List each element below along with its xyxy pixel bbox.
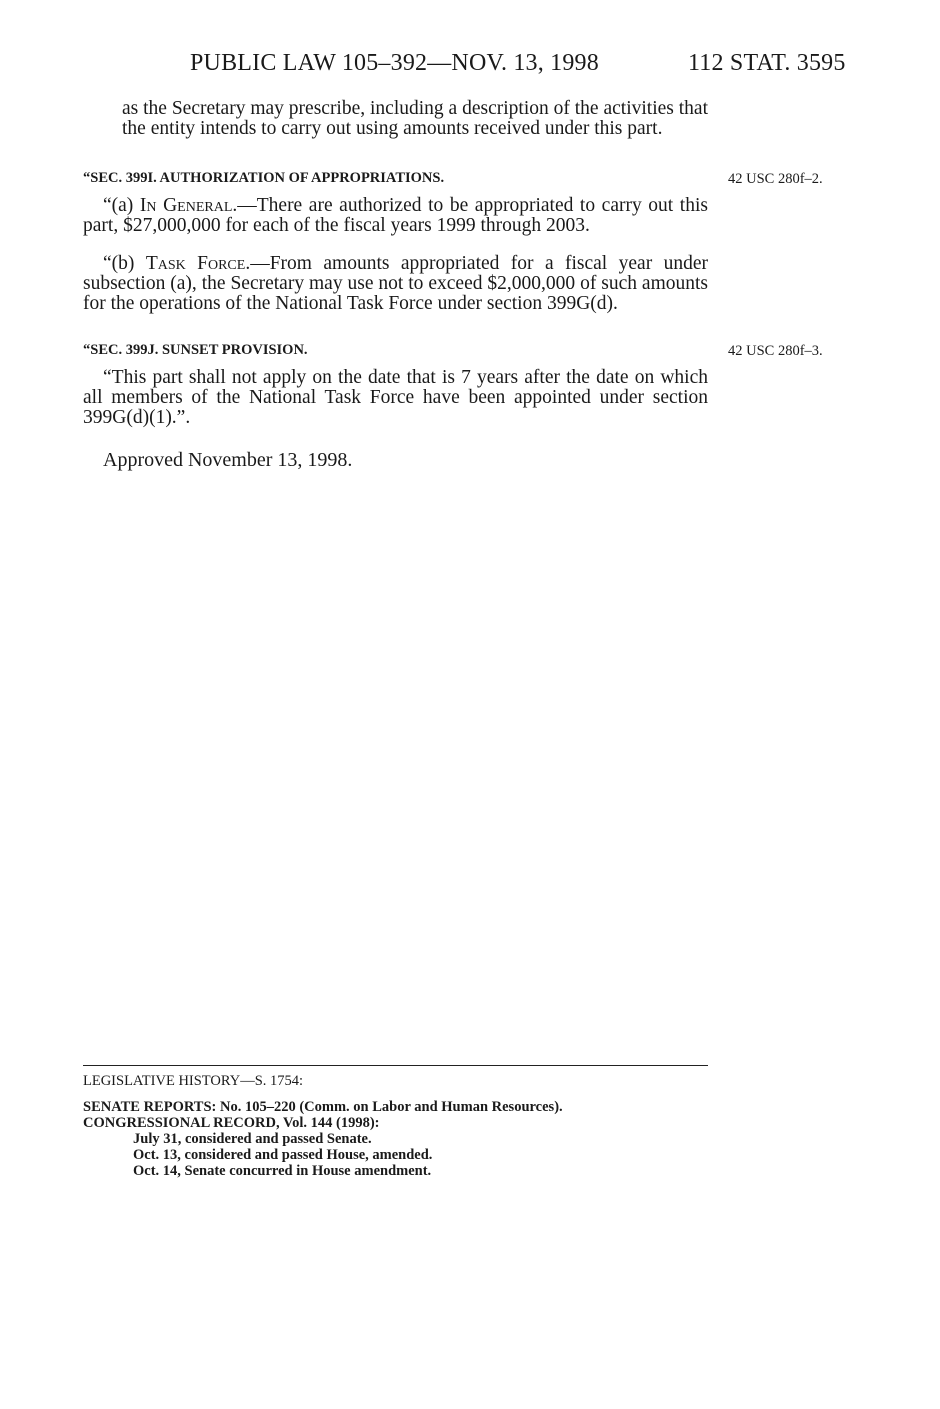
margin-citation-399j: 42 USC 280f–3. xyxy=(728,343,823,359)
congressional-record-line: CONGRESSIONAL RECORD, Vol. 144 (1998): xyxy=(83,1115,380,1131)
running-header-title: PUBLIC LAW 105–392—NOV. 13, 1998 xyxy=(190,50,599,76)
margin-citation-399i: 42 USC 280f–2. xyxy=(728,171,823,187)
history-action-item: Oct. 14, Senate concurred in House amendment. xyxy=(133,1163,432,1179)
subsection-a-caption: In General xyxy=(139,195,233,216)
history-action-item: Oct. 13, considered and passed House, amended. xyxy=(133,1147,433,1163)
subsection-b-paragraph xyxy=(83,254,708,314)
subsection-b-caption: Task Force xyxy=(145,253,246,274)
subsection-a-paragraph xyxy=(83,196,708,236)
senate-reports-line: SENATE REPORTS: No. 105–220 (Comm. on Labor and Human Resources). xyxy=(83,1099,563,1115)
history-action-item: July 31, considered and passed Senate. xyxy=(133,1131,372,1147)
section-heading-399j: “SEC. 399J. SUNSET PROVISION. xyxy=(83,342,308,358)
footnote-divider xyxy=(83,1065,708,1066)
subsection-b-prefix: “(b) xyxy=(103,253,146,274)
subsection-b-text: .—From amounts appropriated for a fiscal year under subsection (a), the Secretary may use not to exceed $2,000,000 of such amounts for the operations of the National Task Force under section 399G(d). xyxy=(83,253,708,314)
sunset-provision-paragraph: “This part shall not apply on the date that is 7 years after the date on which all members of the National Task Force have been appointed under section 399G(d)(1).”. xyxy=(83,367,708,428)
subsection-a-text: .—There are authorized to be appropriated to carry out this part, $27,000,000 for each of the fiscal years 1999 through 2003. xyxy=(83,195,708,236)
legislative-history-title: LEGISLATIVE HISTORY—S. 1754: xyxy=(83,1073,304,1089)
continued-paragraph: as the Secretary may prescribe, including a description of the activities that the entity intends to carry out using amounts received under this part. xyxy=(122,98,708,139)
approval-date: Approved November 13, 1998. xyxy=(103,449,353,471)
section-heading-399i: “SEC. 399I. AUTHORIZATION OF APPROPRIATIONS. xyxy=(83,170,445,186)
statute-page-reference: 112 STAT. 3595 xyxy=(688,50,846,76)
subsection-a-prefix: “(a) xyxy=(103,195,140,216)
